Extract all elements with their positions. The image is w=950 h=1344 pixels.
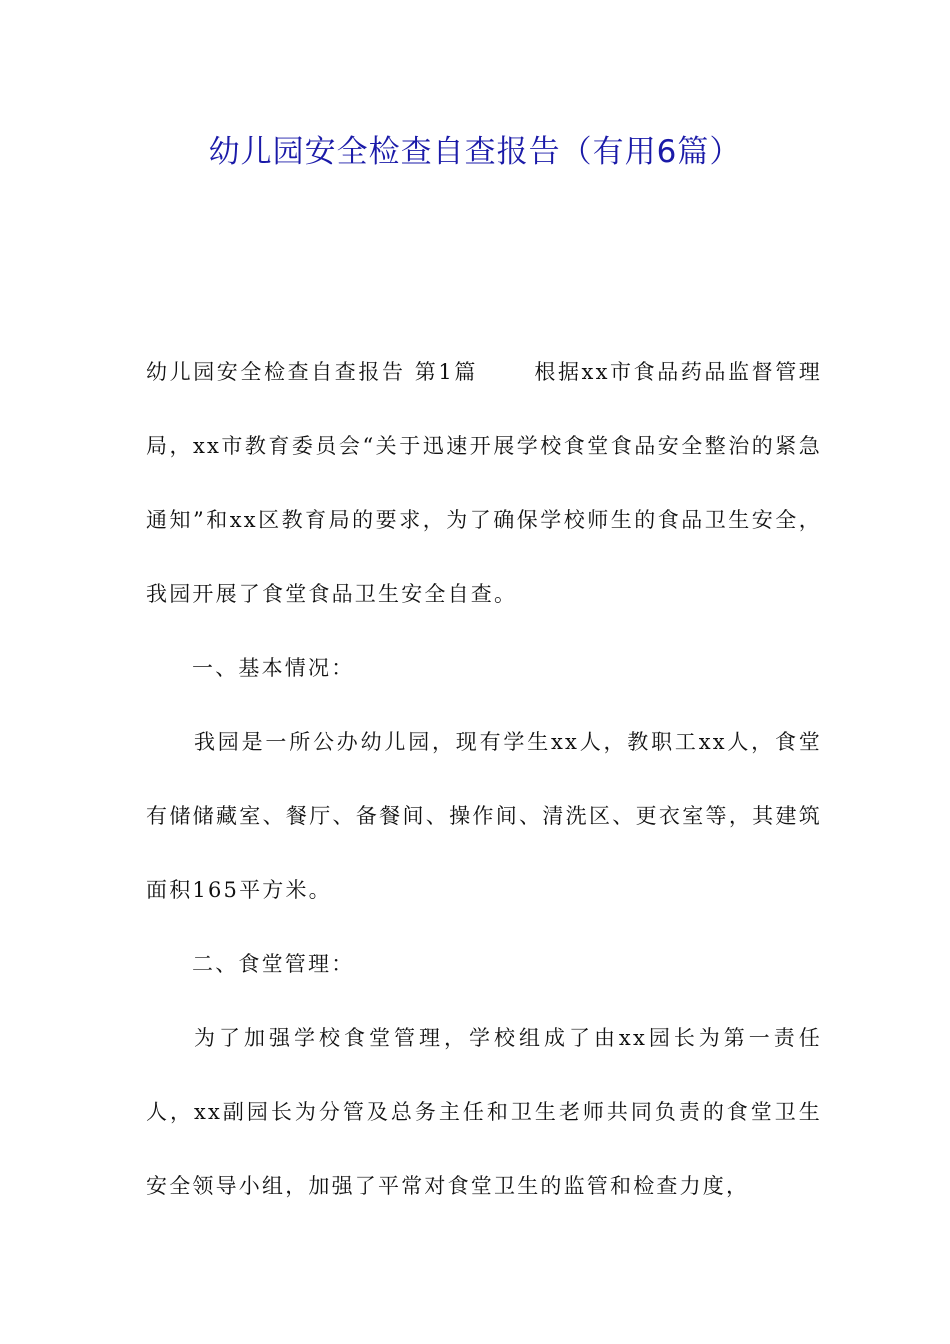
intro-paragraph <box>146 335 822 631</box>
section-heading-canteen-management: 二、食堂管理： <box>192 952 355 976</box>
section-heading-basic-info: 一、基本情况： <box>192 656 355 680</box>
section-paragraph-canteen-management: 为了加强学校食堂管理，学校组成了由xx园长为第一责任人，xx副园长为分管及总务主任和卫生老师共同负责的食堂卫生安全领导小组，加强了平常对食堂卫生的监管和检查力度， <box>146 1026 822 1198</box>
document-body <box>146 335 822 1223</box>
document-title: 幼儿园安全检查自查报告（有用6篇） <box>208 134 742 170</box>
intro-text: 根据xx市食品药品监督管理局，xx市教育委员会“关于迅速开展学校食堂食品安全整治的紧急通知”和xx区教育局的要求，为了确保学校师生的食品卫生安全，我园开展了食堂食品卫生安全自查。 <box>146 360 822 606</box>
section-paragraph-basic-info: 我园是一所公办幼儿园，现有学生xx人，教职工xx人，食堂有储储藏室、餐厅、备餐间、操作间、清洗区、更衣室等，其建筑面积165平方米。 <box>146 730 822 902</box>
intro-label: 幼儿园安全检查自查报告 第1篇 <box>146 360 478 384</box>
